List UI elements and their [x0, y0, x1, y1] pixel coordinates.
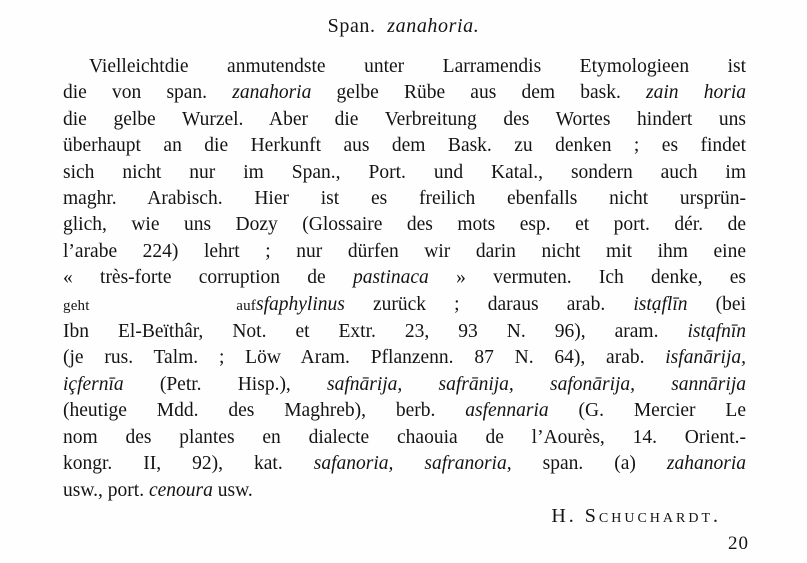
text-segment: (Petr. Hisp.),: [123, 373, 327, 395]
text-segment: span. (a): [511, 453, 667, 475]
text-line: [63, 212, 746, 238]
text-segment: gelbe Rübe aus dem bask.: [311, 82, 647, 104]
text-line: [63, 425, 746, 451]
text-segment: die gelbe Wurzel. Aber die Verbreitung des Wortes hindert uns: [63, 108, 746, 130]
italic-text: zain horia: [646, 82, 746, 104]
italic-text: zanahoria: [232, 82, 312, 104]
text-line: [63, 292, 746, 319]
italic-text: pastinaca: [352, 267, 429, 289]
page-body: [63, 54, 746, 504]
text-segment: usw., port.: [63, 479, 149, 501]
text-segment: (bei: [687, 293, 746, 315]
text-segment: » vermuten. Ich denke, es: [428, 267, 747, 289]
page-number: 20: [728, 532, 749, 554]
italic-text: istạfnīn: [687, 321, 746, 343]
text-line: [63, 265, 746, 291]
text-line: [63, 345, 746, 371]
italic-text: istạflīn: [633, 293, 688, 315]
line-continuation: [256, 292, 746, 318]
text-segment: kongr. II, 92), kat.: [63, 453, 314, 475]
italic-text: içfernīa: [63, 373, 124, 395]
text-segment: Vielleichtdie anmutendste unter Larramendis Etymologieen ist: [89, 56, 746, 77]
italic-text: safnārija, safrānija, safonārija, sannārija: [327, 373, 746, 395]
italic-text: asfennaria: [465, 400, 549, 422]
text-segment: sich nicht nur im Span., Port. und Katal., sondern auch im: [63, 161, 746, 183]
italic-text: isfanārija,: [665, 347, 746, 369]
text-line: [63, 372, 746, 398]
author-signature: H. Schuchardt.: [551, 504, 721, 527]
text-segment: Span.: [327, 15, 388, 37]
text-segment: usw.: [212, 479, 253, 501]
text-segment: (G. Mercier Le: [548, 400, 746, 422]
italic-text: sfaphylinus: [256, 293, 345, 315]
text-segment: die von span.: [63, 82, 233, 104]
italic-text: zanahoria.: [387, 15, 480, 37]
text-line: [63, 451, 746, 477]
text-segment: nom des plantes en dialecte chaouia de l’Aourès, 14. Orient.-: [63, 426, 746, 448]
small-print-text: [63, 293, 256, 319]
italic-text: zahanoria: [666, 453, 746, 475]
text-segment: maghr. Arabisch. Hier ist es freilich ebenfalls nicht ursprün-: [63, 188, 746, 210]
text-segment: zurück ; daraus arab.: [344, 293, 634, 315]
italic-text: cenoura: [148, 479, 213, 501]
text-segment: glich, wie uns Dozy (Glossaire des mots esp. et port. dér. de: [63, 214, 746, 236]
text-line: [63, 186, 746, 212]
text-segment: l’arabe 224) lehrt ; nur dürfen wir darin nicht mit ihm eine: [63, 240, 746, 262]
text-line: [63, 160, 746, 186]
text-segment: überhaupt an die Herkunft aus dem Bask. zu denken ; es findet: [63, 135, 746, 157]
text-line: [63, 54, 746, 80]
text-segment: (je rus. Talm. ; Löw Aram. Pflanzenn. 87 N. 64), arab.: [63, 347, 666, 369]
text-line: [63, 478, 746, 504]
italic-text: safanoria, safranoria,: [313, 453, 512, 475]
text-segment: geht auf: [63, 297, 256, 314]
text-line: [63, 239, 746, 265]
text-line: [63, 133, 746, 159]
text-line: [63, 80, 746, 106]
page-title: [0, 15, 807, 38]
text-line: [63, 319, 746, 345]
text-segment: « très-forte corruption de: [63, 267, 353, 289]
text-line: [63, 398, 746, 424]
text-line: [63, 107, 746, 133]
text-segment: Ibn El-Beïthâr, Not. et Extr. 23, 93 N. 96), aram.: [63, 321, 688, 343]
text-segment: (heutige Mdd. des Maghreb), berb.: [63, 400, 466, 422]
